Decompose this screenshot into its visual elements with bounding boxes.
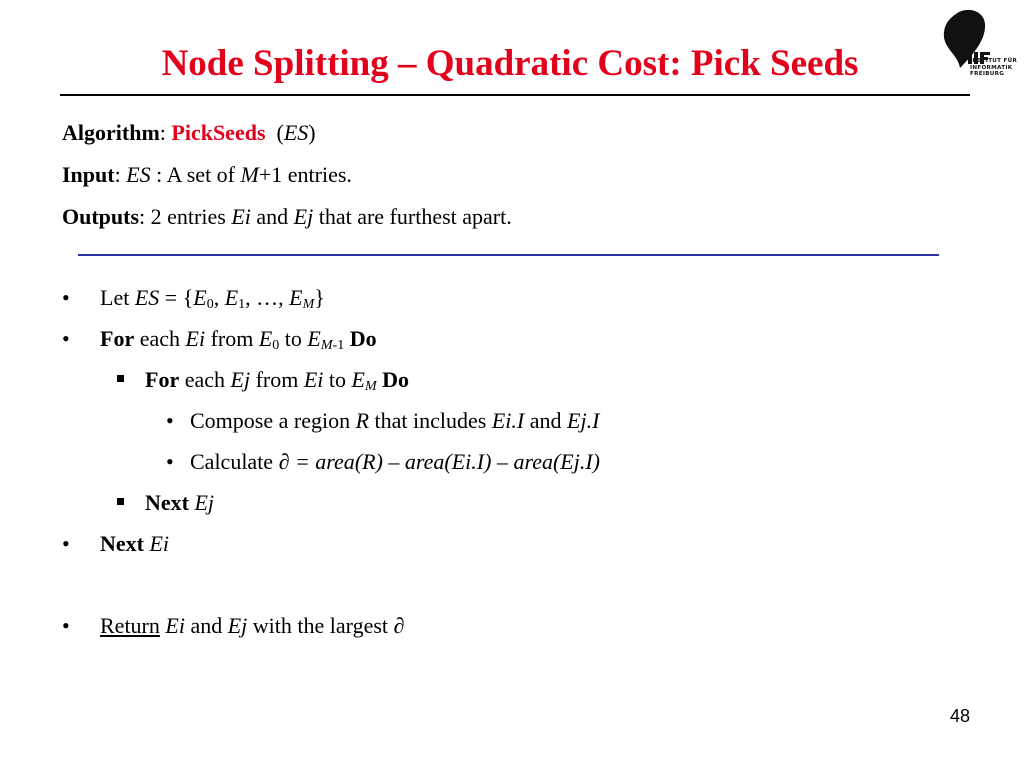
text: Ej — [230, 367, 251, 392]
square-bullet-icon — [117, 375, 124, 382]
text: Ei.I — [491, 408, 525, 433]
text: M — [302, 297, 315, 312]
logo-caption — [970, 58, 1022, 78]
text: ∂ = — [278, 449, 316, 474]
bullet-icon: • — [62, 326, 70, 351]
text: Calculate — [190, 449, 279, 474]
text: – — [491, 449, 514, 474]
text: with the largest — [247, 613, 394, 638]
bullet-icon: • — [62, 531, 70, 556]
bullet-icon: • — [166, 408, 174, 433]
bullet-icon: • — [62, 285, 70, 310]
text: area — [404, 449, 445, 474]
outputs-line — [62, 203, 512, 231]
iif-logo-icon — [938, 8, 998, 92]
page-number: 48 — [949, 706, 970, 726]
text: from — [205, 326, 259, 351]
input-set: ES — [126, 162, 151, 187]
text: Ej.I — [567, 408, 600, 433]
text: , — [213, 285, 225, 310]
text: and — [524, 408, 568, 433]
algorithm-line: Algorithm: PickSeeds (ES) — [62, 120, 316, 145]
text: 1 — [238, 297, 246, 312]
text: Do — [349, 326, 377, 351]
outputs-text-2: that are furthest apart. — [313, 204, 512, 229]
text: each — [134, 326, 186, 351]
text: , …, — [245, 285, 290, 310]
text: Next — [145, 490, 189, 515]
text: (Ei.I) — [444, 449, 492, 474]
text: ∂ — [393, 613, 405, 638]
text: that includes — [369, 408, 492, 433]
algorithm-name: PickSeeds — [171, 120, 266, 145]
title-divider — [60, 94, 970, 96]
logo-line-3: FREIBURG — [970, 71, 1005, 78]
text: Ei — [149, 531, 170, 556]
text: For — [100, 326, 135, 351]
outer-for-line — [100, 325, 377, 353]
text: – — [382, 449, 405, 474]
text: from — [250, 367, 304, 392]
text: (R) — [354, 449, 383, 474]
next-ej-line — [145, 489, 214, 517]
input-label: Input — [62, 162, 115, 187]
input-text-2: +1 entries. — [258, 162, 352, 187]
text: } — [314, 285, 325, 310]
text: Compose a region — [190, 408, 356, 433]
outputs-text: : 2 entries — [139, 204, 232, 229]
input-m: M — [240, 162, 259, 187]
compose-line — [190, 407, 599, 435]
text: -1 — [332, 338, 345, 353]
text: Do — [382, 367, 410, 392]
text: R — [355, 408, 370, 433]
text: M — [320, 338, 333, 353]
text: Next — [100, 531, 144, 556]
algorithm-label: Algorithm — [62, 120, 160, 145]
text: 0 — [206, 297, 214, 312]
text: Ei — [303, 367, 324, 392]
text: to — [279, 326, 308, 351]
section-divider — [78, 254, 939, 256]
text: E — [224, 285, 239, 310]
outputs-and: and — [250, 204, 294, 229]
text: For — [145, 367, 180, 392]
text: each — [179, 367, 231, 392]
text: = { — [159, 285, 194, 310]
calculate-line — [190, 448, 600, 476]
text: Ej — [194, 490, 215, 515]
text: ES — [134, 285, 160, 310]
input-line: Input: ES : A set of M+1 entries. — [62, 162, 352, 187]
outputs-ei: Ei — [231, 204, 251, 229]
text: Let — [100, 285, 135, 310]
text: Return — [100, 613, 160, 638]
text: area — [513, 449, 553, 474]
text: to — [323, 367, 352, 392]
return-line — [100, 612, 404, 640]
bullet-icon: • — [62, 613, 70, 638]
text: (Ej.I) — [552, 449, 600, 474]
logo-line-1: INSTITUT FÜR — [970, 58, 1018, 64]
text: E — [193, 285, 207, 310]
input-text: : A set of — [150, 162, 241, 187]
bullet-icon: • — [166, 449, 174, 474]
slide-title: Node Splitting – Quadratic Cost: Pick Seeds — [161, 43, 859, 84]
text: E — [307, 326, 321, 351]
text: 0 — [272, 338, 280, 353]
text: E — [289, 285, 303, 310]
let-line — [100, 284, 325, 312]
algorithm-param: ES — [283, 120, 309, 145]
text: M — [364, 379, 377, 394]
text: Ej — [227, 613, 248, 638]
inner-for-line — [145, 366, 409, 394]
text: and — [184, 613, 228, 638]
square-bullet-icon — [117, 498, 124, 505]
text: E — [351, 367, 365, 392]
outputs-label: Outputs — [62, 204, 140, 229]
logo-line-2: INFORMATIK — [970, 64, 1013, 71]
outputs-ej: Ej — [293, 204, 314, 229]
text: area — [315, 449, 355, 474]
next-ei-line — [100, 530, 169, 558]
text: Ei — [165, 613, 185, 638]
text: Ei — [185, 326, 206, 351]
text: E — [258, 326, 273, 351]
